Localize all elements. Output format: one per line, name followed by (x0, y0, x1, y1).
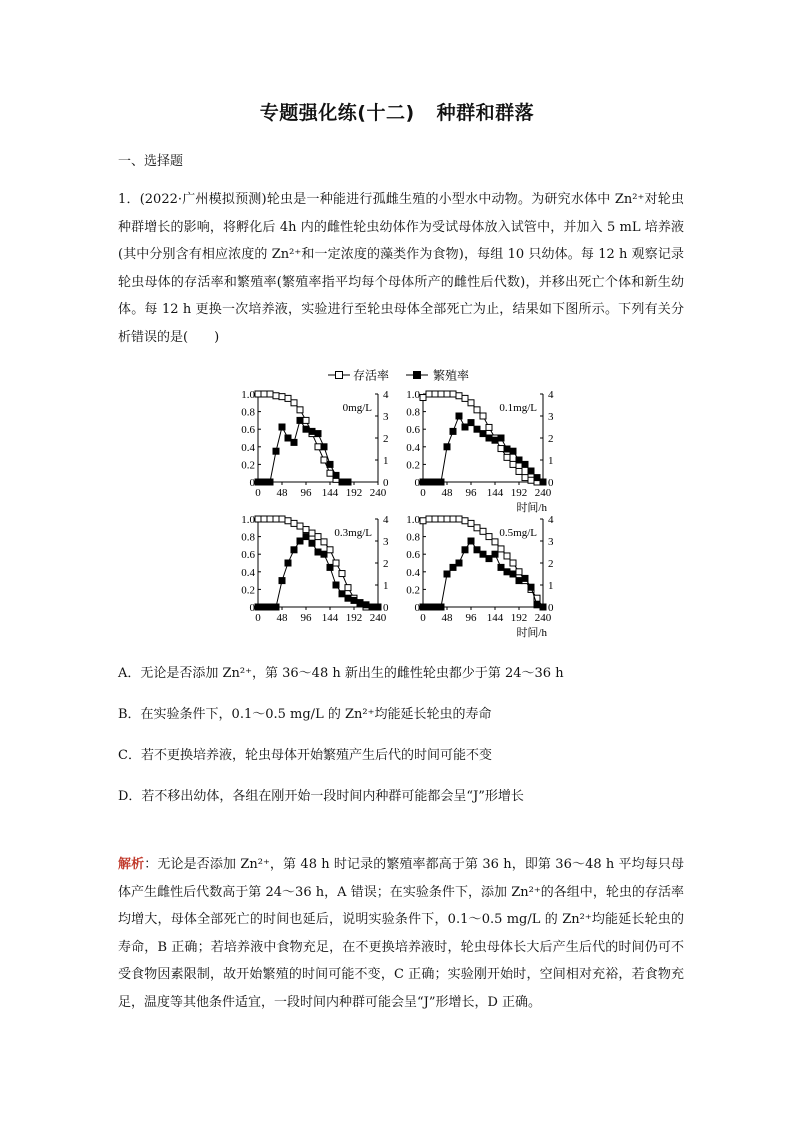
panel-1-left-tick-label: 0.2 (241, 459, 255, 472)
panel-3-survival-point (273, 516, 279, 522)
panel-3-survival-point (267, 516, 273, 522)
panel-1-fecundity-point (333, 472, 339, 478)
panel-3-left-tick-label: 0.6 (241, 549, 255, 562)
panel-4-fecundity-point (432, 604, 438, 610)
option-b[interactable]: B．在实验条件下，0.1～0.5 mg/L 的 Zn²⁺均能延长轮虫的寿命 (118, 707, 492, 722)
panel-4-fecundity-point (528, 584, 534, 590)
page-title (0, 98, 794, 125)
panel-1-fecundity-point (309, 428, 315, 434)
panel-4-survival-point (504, 553, 510, 559)
panel-2-survival-point (456, 393, 462, 399)
panel-4-concentration-label: 0.5mg/L (499, 527, 537, 539)
panel-1-x-tick-label: 48 (276, 487, 288, 499)
panel-3-fecundity-point (291, 547, 297, 553)
panel-2-fecundity-point (510, 448, 516, 454)
panel-3-survival-point (261, 516, 267, 522)
panel-1-survival-point (321, 457, 327, 463)
panel-4-left-tick-label: 0.6 (406, 549, 420, 562)
panel-2-x-tick-label: 192 (510, 487, 528, 499)
panel-3-survival-point (327, 547, 333, 553)
panel-3-left-tick-label: 0.8 (241, 531, 255, 544)
analysis-label: 解析 (118, 857, 145, 872)
panel-2-survival-point (450, 391, 456, 397)
panel-1-fecundity-point (291, 439, 297, 445)
panel-2-survival-point (462, 395, 468, 401)
panel-1-right-tick-label: 4 (383, 389, 389, 401)
panel-3-fecundity-point (297, 538, 303, 544)
legend-survival-label: 存活率 (353, 368, 390, 383)
panel-2-fecundity-point (450, 428, 456, 434)
panel-4-survival-point (444, 516, 450, 522)
panel-4-survival-point (432, 516, 438, 522)
panel-3-right-tick-label: 3 (383, 536, 389, 548)
panel-2-survival-point (438, 391, 444, 397)
panel-2-left-tick-label: 0.8 (406, 406, 420, 419)
legend-fecundity-marker (414, 372, 421, 379)
panel-3-left-tick-label: 0.2 (241, 584, 255, 597)
panel-4-x-tick-label: 48 (441, 612, 453, 624)
panel-2-survival-point (480, 413, 486, 419)
panel-4-survival-point (462, 518, 468, 524)
option-c[interactable]: C．若不更换培养液，轮虫母体开始繁殖产生后代的时间可能不变 (118, 748, 492, 763)
panel-4-right-tick-label: 2 (548, 558, 554, 570)
panel-2-fecundity-point (492, 437, 498, 443)
option-a[interactable]: A．无论是否添加 Zn²⁺，第 36～48 h 新出生的雌性轮虫都少于第 24～36 h (118, 666, 564, 681)
panel-2-fecundity-point (474, 426, 480, 432)
panel-2-fecundity-point (426, 479, 432, 485)
panel-2-survival-point (474, 407, 480, 413)
panel-1-fecundity-point (315, 431, 321, 437)
panel-2-fecundity-point (456, 413, 462, 419)
panel-4-left-tick-label: 1.0 (406, 514, 420, 526)
panel-1-fecundity-point (345, 479, 351, 485)
panel-1-x-tick-label: 0 (255, 487, 261, 499)
panel-1-fecundity-point (261, 479, 267, 485)
panel-2-fecundity-line (423, 416, 543, 482)
chart-svg (228, 362, 568, 642)
panel-4-x-tick-label: 240 (534, 612, 552, 624)
panel-1-left-tick-label: 0.6 (241, 424, 255, 437)
panel-2-fecundity-point (462, 424, 468, 430)
panel-3-fecundity-point (327, 564, 333, 570)
panel-2-survival-point (510, 461, 516, 467)
panel-3-survival-point (279, 516, 285, 522)
question-stem: 1．(2022·广州模拟预测)轮虫是一种能进行孤雌生殖的小型水中动物。为研究水体中 Zn²⁺对轮虫种群增长的影响，将孵化后 4h 内的雌性轮虫幼体作为受试母体放入试管中，并加入 5 mL 培养液(其中分别含有相应浓度的 Zn²⁺和一定浓度的藻类作为食物)，每组 10 只幼体。每 12 h 观察记录轮虫母体的存活率和繁殖率(繁殖率指平均每个母体所产的雌性后代数)，并移出死亡个体和新生幼体。每 12 h 更换一次培养液，实验进行至轮虫母体全部死亡为止，结果如下图所示。下列有关分析错误的是( ) (118, 192, 684, 345)
panel-2-left-tick-label: 1.0 (406, 389, 420, 401)
panel-4-survival-point (450, 516, 456, 522)
panel-4-fecundity-point (426, 604, 432, 610)
panel-2-right-tick-label: 0 (548, 477, 554, 489)
panel-4-x-axis-label: 时间/h (516, 627, 547, 639)
panel-4-fecundity-point (540, 604, 546, 610)
panel-4-right-tick-label: 0 (548, 602, 554, 614)
panel-4-x-tick-label: 0 (420, 612, 426, 624)
panel-1-right-tick-label: 1 (383, 455, 389, 467)
panel-1-fecundity-point (339, 479, 345, 485)
panel-3-survival-point (309, 530, 315, 536)
panel-3-x-tick-label: 144 (321, 612, 339, 624)
panel-2-x-tick-label: 96 (465, 487, 477, 499)
panel-4-fecundity-point (450, 564, 456, 570)
panel-1-fecundity-point (279, 424, 285, 430)
panel-1-left-tick-label: 0.8 (241, 406, 255, 419)
panel-1-survival-point (261, 391, 267, 397)
panel-1-concentration-label: 0mg/L (342, 402, 372, 414)
panel-3-fecundity-point (303, 534, 309, 540)
panel-4-fecundity-point (474, 547, 480, 553)
panel-2-right-tick-label: 2 (548, 433, 554, 445)
panel-1-x-tick-label: 96 (300, 487, 312, 499)
panel-3-fecundity-point (309, 540, 315, 546)
panel-1-right-tick-label: 3 (383, 411, 389, 423)
legend-fecundity-label: 繁殖率 (433, 368, 470, 383)
panel-1-survival-point (291, 400, 297, 406)
panel-2-fecundity-point (516, 457, 522, 463)
panel-4-left-tick-label: 0.2 (406, 584, 420, 597)
panel-1-fecundity-point (285, 435, 291, 441)
panel-2-left-tick-label: 0.4 (406, 441, 420, 454)
panel-4-fecundity-point (516, 578, 522, 584)
panel-2-x-tick-label: 240 (534, 487, 552, 499)
panel-1-left-tick-label: 1.0 (241, 389, 255, 401)
panel-4-survival-point (426, 516, 432, 522)
panel-2-fecundity-point (480, 431, 486, 437)
panel-3-fecundity-point (315, 549, 321, 555)
panel-2-concentration-label: 0.1mg/L (499, 402, 537, 414)
panel-3-survival-point (303, 527, 309, 533)
panel-1-fecundity-point (255, 479, 261, 485)
panel-4-fecundity-point (504, 569, 510, 575)
panel-4-left-tick-label: 0.8 (406, 531, 420, 544)
panel-4-x-tick-label: 144 (486, 612, 504, 624)
panel-1-survival-point (327, 470, 333, 476)
panel-3-left-tick-label: 0 (249, 602, 255, 614)
panel-2-survival-point (420, 395, 426, 401)
panel-3-survival-point (339, 571, 345, 577)
panel-3-survival-point (285, 518, 291, 524)
panel-3-x-tick-label: 48 (276, 612, 288, 624)
panel-4-left-tick-label: 0 (414, 602, 420, 614)
panel-1-right-tick-label: 0 (383, 477, 389, 489)
panel-3-fecundity-point (285, 560, 291, 566)
panel-2-left-tick-label: 0.6 (406, 424, 420, 437)
panel-3-survival-point (321, 539, 327, 545)
panel-1-left-tick-label: 0.4 (241, 441, 255, 454)
panel-2-fecundity-point (528, 468, 534, 474)
panel-1-fecundity-point (321, 444, 327, 450)
panel-3-left-tick-label: 1.0 (241, 514, 255, 526)
panel-2-fecundity-point (498, 435, 504, 441)
section-heading: 一、选择题 (118, 154, 184, 169)
panel-3-right-tick-label: 2 (383, 558, 389, 570)
panel-3-right-tick-label: 0 (383, 602, 389, 614)
panel-2-right-tick-label: 1 (548, 455, 554, 467)
panel-4-fecundity-point (492, 551, 498, 557)
panel-2-x-tick-label: 48 (441, 487, 453, 499)
panel-2-fecundity-point (432, 479, 438, 485)
panel-2-fecundity-point (522, 461, 528, 467)
panel-2-right-tick-label: 4 (548, 389, 554, 401)
panel-2-fecundity-point (504, 446, 510, 452)
panel-2-fecundity-point (486, 435, 492, 441)
panel-2-survival-point (486, 424, 492, 430)
panel-4-x-tick-label: 192 (510, 612, 528, 624)
panel-1-survival-point (255, 391, 261, 397)
panel-4-left-tick-label: 0.4 (406, 566, 420, 579)
panel-3-fecundity-point (267, 604, 273, 610)
panel-3-fecundity-point (351, 597, 357, 603)
panel-4-survival-point (456, 516, 462, 522)
panel-3-survival-point (297, 523, 303, 529)
panel-4-fecundity-point (462, 547, 468, 553)
panel-4-survival-point (516, 569, 522, 575)
panel-1-right-tick-label: 2 (383, 433, 389, 445)
panel-3-right-tick-label: 4 (383, 514, 389, 526)
panel-3-survival-point (255, 516, 261, 522)
panel-3-x-tick-label: 0 (255, 612, 261, 624)
panel-1-fecundity-point (273, 448, 279, 454)
panel-4-fecundity-point (522, 575, 528, 581)
panel-2-x-axis-label: 时间/h (516, 502, 547, 514)
panel-3-left-tick-label: 0.4 (241, 566, 255, 579)
panel-4-survival-point (474, 525, 480, 531)
panel-3-right-tick-label: 1 (383, 580, 389, 592)
panel-3-concentration-label: 0.3mg/L (334, 527, 372, 539)
panel-1-fecundity-point (327, 461, 333, 467)
panel-2-survival-point (432, 391, 438, 397)
panel-2-x-tick-label: 144 (486, 487, 504, 499)
panel-4-survival-point (468, 520, 474, 526)
panel-2-survival-point (426, 391, 432, 397)
panel-2-survival-point (516, 468, 522, 474)
panel-3-fecundity-point (339, 591, 345, 597)
panel-1-left-tick-label: 0 (249, 477, 255, 489)
panel-2-survival-point (528, 477, 534, 483)
panel-3-survival-point (333, 560, 339, 566)
panel-4-survival-point (498, 546, 504, 552)
panel-2-survival-point (498, 446, 504, 452)
panel-3-fecundity-point (321, 551, 327, 557)
panel-1-survival-point (279, 394, 285, 400)
panel-4-fecundity-point (468, 538, 474, 544)
panel-4-fecundity-point (420, 604, 426, 610)
panel-1-fecundity-point (303, 426, 309, 432)
option-d[interactable]: D．若不移出幼体，各组在刚开始一段时间内种群可能都会呈“J”形增长 (118, 789, 524, 804)
panel-1-survival-point (273, 393, 279, 399)
panel-4-right-tick-label: 3 (548, 536, 554, 548)
panel-2-x-tick-label: 0 (420, 487, 426, 499)
panel-3-fecundity-point (333, 582, 339, 588)
panel-2-right-tick-label: 3 (548, 411, 554, 423)
panel-4-fecundity-point (510, 571, 516, 577)
chart-figure (228, 362, 568, 642)
panel-4-survival-point (510, 560, 516, 566)
panel-3-fecundity-point (345, 595, 351, 601)
panel-3-fecundity-point (255, 604, 261, 610)
analysis-block (118, 851, 684, 1016)
panel-3-x-tick-label: 240 (369, 612, 387, 624)
panel-4-survival-point (420, 518, 426, 524)
title-sub: 种群和群落 (436, 102, 535, 124)
panel-3-fecundity-point (261, 604, 267, 610)
title-main: 专题强化练(十二) (259, 102, 415, 124)
panel-4-survival-point (438, 516, 444, 522)
panel-1-survival-point (303, 417, 309, 423)
panel-2-survival-point (444, 391, 450, 397)
panel-3-fecundity-point (273, 604, 279, 610)
panel-2-left-tick-label: 0 (414, 477, 420, 489)
panel-1-x-tick-label: 240 (369, 487, 387, 499)
panel-1-survival-point (267, 391, 273, 397)
panel-2-fecundity-point (468, 420, 474, 426)
panel-4-fecundity-point (534, 602, 540, 608)
panel-4-x-tick-label: 96 (465, 612, 477, 624)
panel-2-survival-point (504, 454, 510, 460)
panel-4-right-tick-label: 4 (548, 514, 554, 526)
panel-3-fecundity-point (375, 604, 381, 610)
panel-3-x-tick-label: 96 (300, 612, 312, 624)
panel-2-survival-point (468, 400, 474, 406)
panel-2-left-tick-label: 0.2 (406, 459, 420, 472)
panel-1-x-tick-label: 144 (321, 487, 339, 499)
panel-3-survival-point (291, 520, 297, 526)
panel-4-right-tick-label: 1 (548, 580, 554, 592)
panel-1-survival-point (297, 407, 303, 413)
panel-1-x-tick-label: 192 (345, 487, 363, 499)
panel-3-survival-point (345, 585, 351, 591)
panel-4-fecundity-point (438, 604, 444, 610)
panel-4-fecundity-point (480, 551, 486, 557)
panel-4-fecundity-point (456, 560, 462, 566)
panel-2-fecundity-point (438, 479, 444, 485)
panel-1-survival-point (315, 444, 321, 450)
analysis-text: ：无论是否添加 Zn²⁺，第 48 h 时记录的繁殖率都高于第 36 h，即第 36～48 h 平均每只母体产生雌性后代数高于第 24～36 h，A 错误；在实验条件下，添加 Zn²⁺的各组中，轮虫的存活率均增大，母体全部死亡的时间也延后，说明实验条件下，0.1～0.5 mg/L 的 Zn²⁺均能延长轮虫的寿命，B 正确；若培养液中食物充足，在不更换培养液时，轮虫母体长大后产生后代的时间仍可不受食物因素限制，故开始繁殖的时间可能不变，C 正确；实验刚开始时，空间相对充裕，若食物充足，温度等其他条件适宜，一段时间内种群可能会呈“J”形增长，D 正确。 (118, 857, 684, 1010)
panel-4-survival-point (492, 539, 498, 545)
panel-4-fecundity-point (498, 564, 504, 570)
panel-3-fecundity-point (279, 578, 285, 584)
panel-3-survival-point (315, 534, 321, 540)
panel-3-x-tick-label: 192 (345, 612, 363, 624)
panel-3-fecundity-point (357, 600, 363, 606)
panel-2-survival-point (522, 475, 528, 481)
panel-2-fecundity-point (444, 444, 450, 450)
panel-4-fecundity-point (444, 571, 450, 577)
legend-survival-marker (336, 372, 343, 379)
panel-4-fecundity-point (486, 556, 492, 562)
panel-4-survival-point (480, 528, 486, 534)
panel-2-fecundity-point (534, 475, 540, 481)
panel-3-fecundity-point (369, 604, 375, 610)
panel-3-fecundity-line (258, 537, 378, 607)
panel-2-fecundity-point (540, 479, 546, 485)
panel-1-survival-point (285, 395, 291, 401)
panel-1-fecundity-point (297, 417, 303, 423)
panel-3-fecundity-point (363, 602, 369, 608)
panel-2-fecundity-point (420, 479, 426, 485)
panel-1-fecundity-point (267, 479, 273, 485)
panel-4-survival-point (486, 534, 492, 540)
